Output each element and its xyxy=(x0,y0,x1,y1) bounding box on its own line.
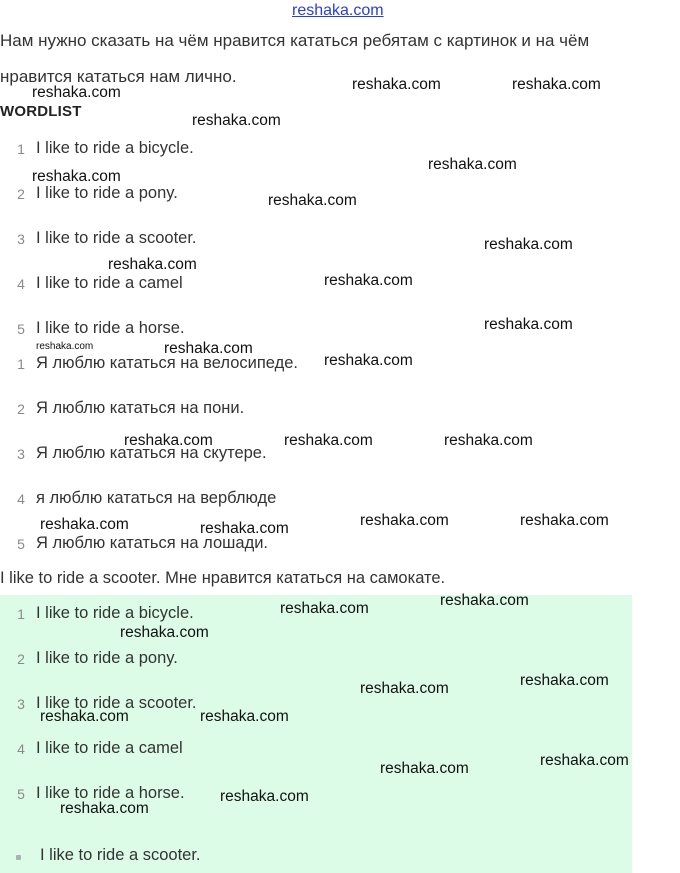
site-link[interactable]: reshaka.com xyxy=(292,2,384,19)
watermark: reshaka.com xyxy=(280,600,369,617)
item-text: I like to ride a bicycle. xyxy=(36,139,194,157)
item-text: I like to ride a camel xyxy=(36,739,183,757)
watermark: reshaka.com xyxy=(32,84,121,101)
intro-line-1: Нам нужно сказать на чём нравится кататься ребятам с картинок и на чём xyxy=(0,31,590,50)
watermark: reshaka.com xyxy=(324,352,413,369)
watermark: reshaka.com xyxy=(520,512,609,529)
watermark: reshaka.com xyxy=(440,592,529,609)
watermark: reshaka.com xyxy=(360,512,449,529)
wordlist-heading: WORDLIST xyxy=(0,103,82,120)
item-text: Я люблю кататься на лошади. xyxy=(36,534,269,552)
watermark: reshaka.com xyxy=(192,112,281,129)
item-number: 2 xyxy=(17,401,25,417)
watermark: reshaka.com xyxy=(380,760,469,777)
item-number: 3 xyxy=(17,231,25,247)
watermark: reshaka.com xyxy=(40,516,129,533)
item-number: 3 xyxy=(17,446,25,462)
watermark: reshaka.com xyxy=(108,256,197,273)
item-number: 4 xyxy=(17,276,25,292)
watermark: reshaka.com xyxy=(120,624,209,641)
item-text: I like to ride a pony. xyxy=(36,649,178,667)
watermark: reshaka.com xyxy=(40,708,129,725)
item-text: I like to ride a scooter. xyxy=(36,694,197,712)
item-number: 2 xyxy=(17,651,25,667)
item-text: I like to ride a scooter. xyxy=(36,229,197,247)
item-text: I like to ride a horse. xyxy=(36,784,185,802)
watermark: reshaka.com xyxy=(36,341,94,352)
item-text: I like to ride a pony. xyxy=(36,184,178,202)
answer-box xyxy=(0,595,632,873)
item-number: 4 xyxy=(17,741,25,757)
item-number: 1 xyxy=(17,606,25,622)
watermark: reshaka.com xyxy=(352,76,441,93)
watermark: reshaka.com xyxy=(60,800,149,817)
item-text: I like to ride a horse. xyxy=(36,319,185,337)
watermark: reshaka.com xyxy=(484,316,573,333)
watermark: reshaka.com xyxy=(32,168,121,185)
item-number: 4 xyxy=(17,491,25,507)
watermark: reshaka.com xyxy=(444,432,533,449)
watermark: reshaka.com xyxy=(324,272,413,289)
watermark: reshaka.com xyxy=(428,156,517,173)
item-number: 5 xyxy=(17,321,25,337)
item-number: 1 xyxy=(17,141,25,157)
watermark: reshaka.com xyxy=(164,340,253,357)
item-text: I like to ride a bicycle. xyxy=(36,604,194,622)
item-text: Я люблю кататься на пони. xyxy=(36,399,245,417)
watermark: reshaka.com xyxy=(484,236,573,253)
watermark: reshaka.com xyxy=(268,192,357,209)
item-number: 2 xyxy=(17,186,25,202)
watermark: reshaka.com xyxy=(284,432,373,449)
item-number: 3 xyxy=(17,696,25,712)
item-number: 5 xyxy=(17,786,25,802)
item-text: I like to ride a camel xyxy=(36,274,183,292)
item-number: 5 xyxy=(17,536,25,552)
item-text: я люблю кататься на верблюде xyxy=(36,489,277,507)
item-text: Я люблю кататься на велосипеде. xyxy=(36,354,298,372)
watermark: reshaka.com xyxy=(124,432,213,449)
watermark: reshaka.com xyxy=(360,680,449,697)
item-text: Я люблю кататься на скутере. xyxy=(36,444,267,462)
watermark: reshaka.com xyxy=(200,708,289,725)
bullet-marker xyxy=(16,855,21,860)
bullet-item-text: I like to ride a scooter. xyxy=(40,846,201,864)
item-number: 1 xyxy=(17,356,25,372)
intro-line-2: нравится кататься нам лично. xyxy=(0,67,237,86)
watermark: reshaka.com xyxy=(540,752,629,769)
answer-sentence: I like to ride a scooter. Мне нравится кататься на самокате. xyxy=(0,569,446,587)
watermark: reshaka.com xyxy=(220,788,309,805)
watermark: reshaka.com xyxy=(520,672,609,689)
watermark: reshaka.com xyxy=(200,520,289,537)
watermark: reshaka.com xyxy=(512,76,601,93)
